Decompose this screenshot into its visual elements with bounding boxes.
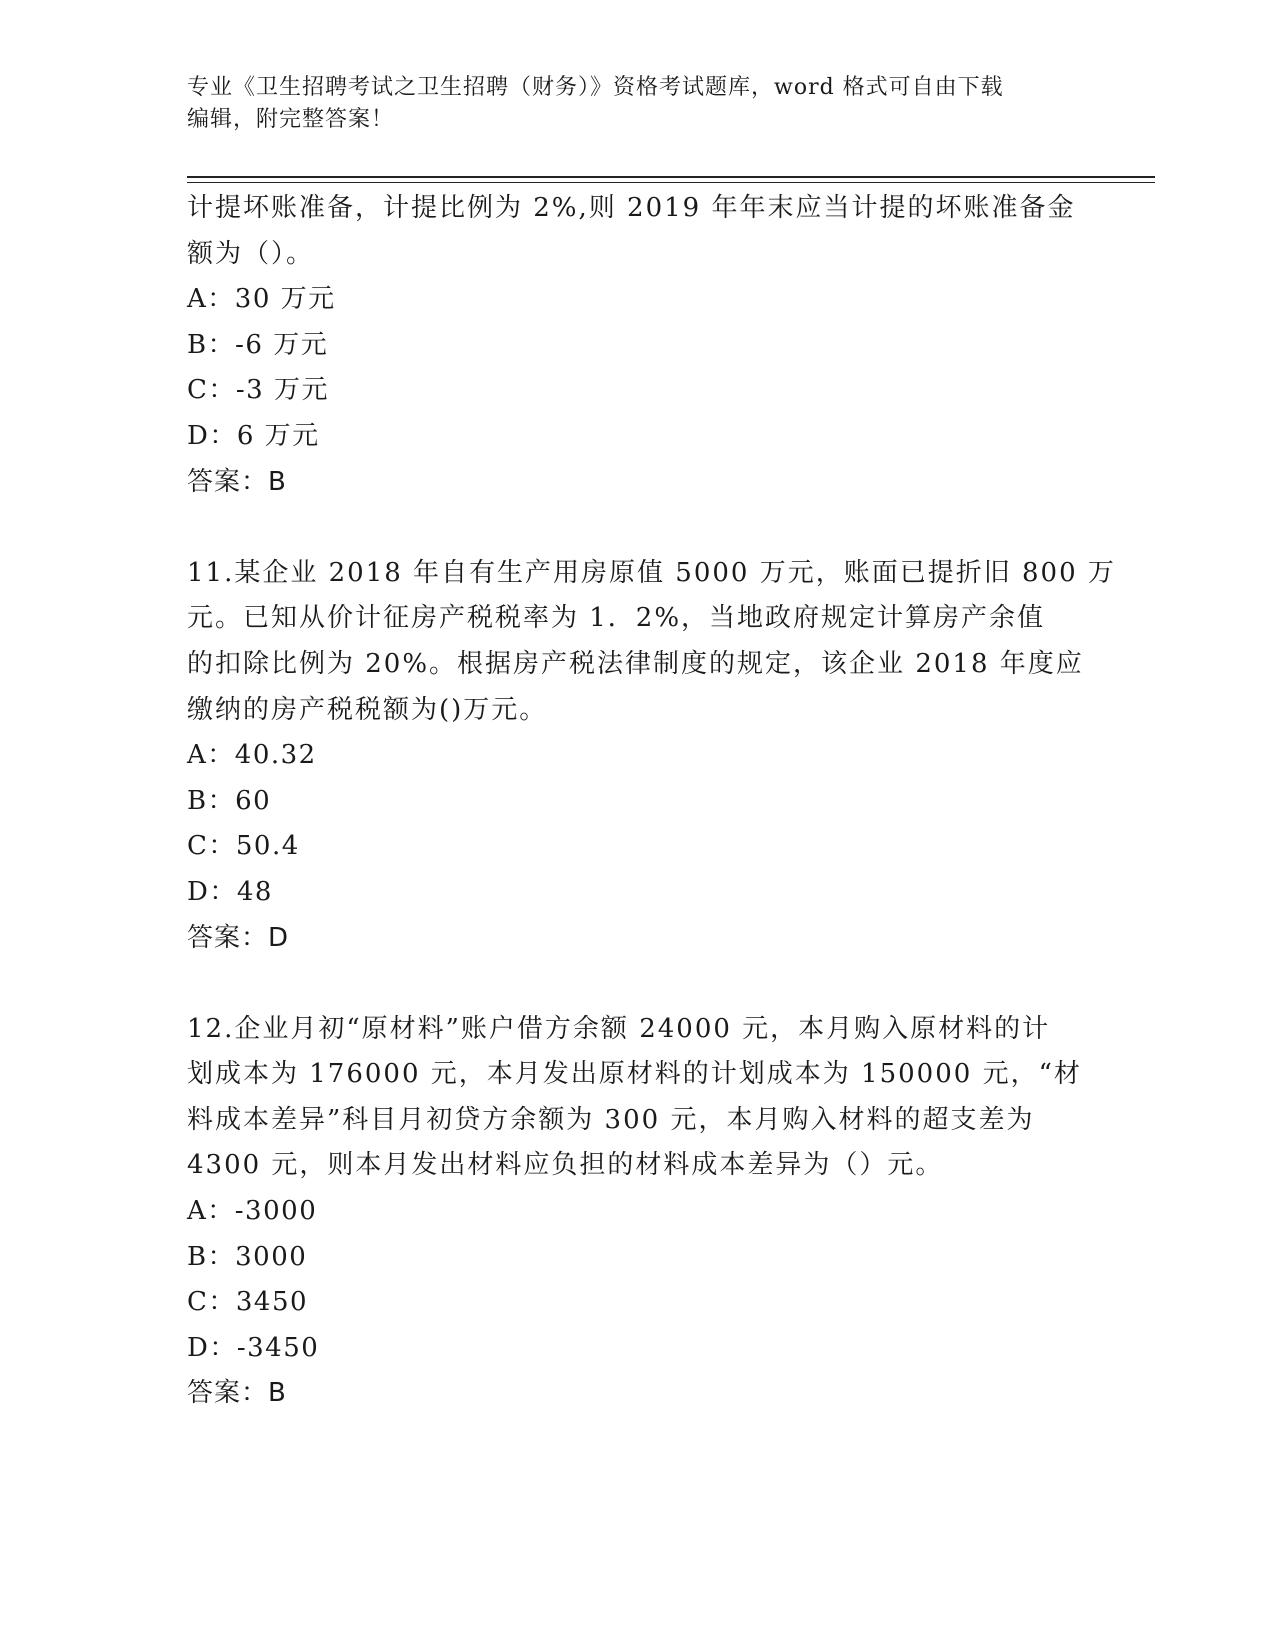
question-stem-line: 计提坏账准备，计提比例为 2%,则 2019 年年末应当计提的坏账准备金: [187, 193, 1076, 223]
question-stem-line: 11.某企业 2018 年自有生产用房原值 5000 万元，账面已提折旧 800 万: [187, 557, 1116, 588]
option-c: C：3450: [187, 1287, 309, 1318]
question-stem-line: 额为（）。: [187, 238, 315, 269]
document-header: [187, 72, 1067, 136]
question-12: [187, 1007, 1082, 1417]
spacer: [187, 505, 1077, 551]
answer: 答案：B: [187, 466, 287, 497]
option-c: C：50.4: [187, 831, 300, 862]
spacer: [187, 961, 1077, 1007]
question-stem-line: 元。已知从价计征房产税税率为 1．2%，当地政府规定计算房产余值: [187, 603, 1046, 634]
option-a: A：-3000: [187, 1196, 318, 1227]
answer: 答案：B: [187, 1378, 287, 1409]
option-b: B：60: [187, 785, 272, 816]
question-stem-line: 料成本差异”科目月初贷方余额为 300 元，本月购入材料的超支差为: [187, 1104, 1035, 1135]
answer: 答案：D: [187, 922, 290, 953]
option-c: C：-3 万元: [187, 375, 329, 406]
header-divider-thick: [187, 176, 1155, 178]
question-stem-line: 的扣除比例为 20%。根据房产税法律制度的规定，该企业 2018 年度应: [187, 648, 1084, 679]
question-stem-line: 划成本为 176000 元，本月发出原材料的计划成本为 150000 元，“材: [187, 1059, 1082, 1090]
option-d: D：48: [187, 876, 273, 907]
question-10: [187, 186, 1077, 505]
option-a: A：30 万元: [187, 284, 336, 315]
option-d: D：6 万元: [187, 420, 320, 451]
question-11: [187, 551, 1116, 961]
question-list: [187, 186, 1116, 1417]
header-line-2: 编辑，附完整答案！: [187, 107, 395, 132]
header-line-1: 专业《卫生招聘考试之卫生招聘（财务）》资格考试题库，word 格式可自由下载: [187, 75, 1004, 100]
header-divider-thin: [187, 182, 1155, 183]
question-stem-line: 缴纳的房产税税额为()万元。: [187, 694, 548, 725]
option-d: D：-3450: [187, 1332, 320, 1363]
question-stem-line: 12.企业月初“原材料”账户借方余额 24000 元，本月购入原材料的计: [187, 1013, 1051, 1044]
option-b: B：-6 万元: [187, 329, 329, 360]
question-stem-line: 4300 元，则本月发出材料应负担的材料成本差异为（）元。: [187, 1150, 944, 1181]
option-a: A：40.32: [187, 740, 317, 771]
option-b: B：3000: [187, 1241, 308, 1272]
